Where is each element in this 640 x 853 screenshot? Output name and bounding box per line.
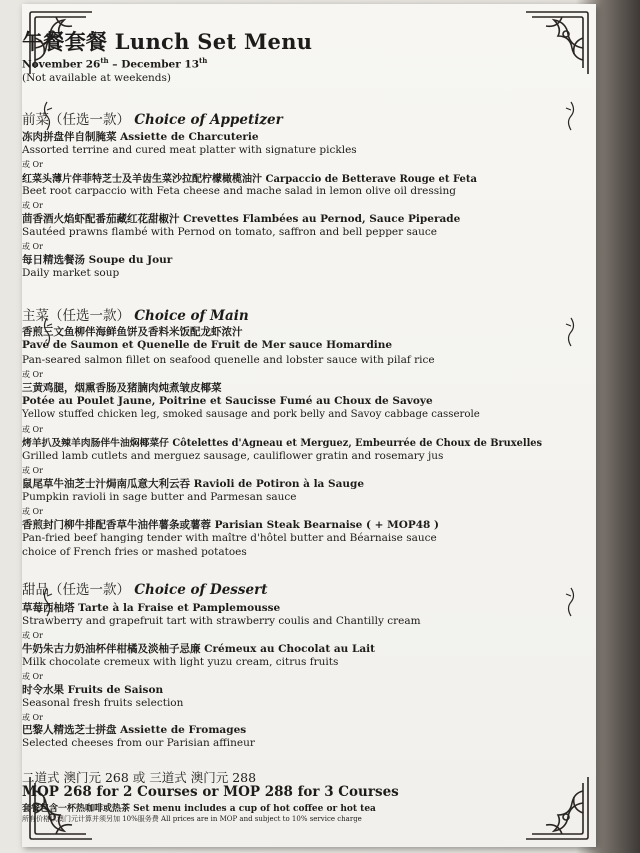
or-separator: 或 Or [22,242,43,251]
or-separator: 或 Or [22,160,43,169]
or-separator: 或 Or [22,631,43,640]
price-line-cn: 二道式 澳门元 268 或 三道式 澳门元 288 [22,770,257,785]
main-heading-cn: 主菜（任选一款） [22,308,130,324]
or-separator: 或 Or [22,466,43,475]
menu-item-desc: Sautéed prawns flambé with Pernod on tomato, saffron and bell pepper sauce [22,226,437,238]
menu-item-desc: Daily market soup [22,267,120,279]
menu-item-name: 草莓西柚塔 Tarte à la Fraise et Pamplemousse [22,602,281,614]
date-start-suffix: th [100,56,109,65]
or-separator: 或 Or [22,201,43,210]
dessert-heading-cn: 甜品（任选一款） [22,582,130,598]
main-heading-en: Choice of Main [134,308,249,324]
menu-item-desc: Beet root carpaccio with Feta cheese and mache salad in lemon olive oil dressing [22,185,456,197]
menu-dates [22,56,596,71]
menu-item-name: 香煎三文鱼柳伴海鲜鱼饼及香料米饭配龙虾浓汁 [22,326,243,338]
menu-item-name: 红菜头薄片伴菲特芝士及羊齿生菜沙拉配柠檬橄榄油汁 Carpaccio de Betterave Rouge et Feta [22,174,478,185]
appetizer-heading [22,108,596,128]
date-separator: – [108,58,122,71]
menu-item-name: 时令水果 Fruits de Saison [22,684,164,696]
menu-item-name: 鼠尾草牛油芝士汁焗南瓜意大利云吞 Ravioli de Potiron à la Sauge [22,478,365,490]
menu-item-desc: Pumpkin ravioli in sage butter and Parmesan sauce [22,491,297,503]
menu-item-desc: Seasonal fresh fruits selection [22,697,184,709]
menu-item-name: 每日精选餐汤 Soupe du Jour [22,254,173,266]
menu-item-name-fr: Potée au Poulet Jaune, Poitrine et Saucisse Fumé au Choux de Savoye [22,395,433,407]
footnote-service: 所有价格以澳门元计算并须另加 10%服务费 All prices are in MOP and subject to 10% service charge [22,815,362,823]
appetizer-heading-cn: 前菜（任选一款） [22,112,130,128]
menu-item-desc: Pan-seared salmon fillet on seafood quenelle and lobster sauce with pilaf rice [22,354,435,366]
menu-item-name-fr: Pavé de Saumon et Quenelle de Fruit de Mer sauce Homardine [22,339,393,351]
dessert-heading [22,578,596,598]
price-line-en: MOP 268 for 2 Courses or MOP 288 for 3 Courses [22,784,399,800]
menu-item-desc: Strawberry and grapefruit tart with strawberry coulis and Chantilly cream [22,615,421,627]
menu-item-desc: Assorted terrine and cured meat platter with signature pickles [22,144,357,156]
dessert-heading-en: Choice of Dessert [134,582,268,598]
menu-card [22,4,596,847]
menu-item-name: 香煎封门柳牛排配香草牛油伴薯条或薯蓉 Parisian Steak Bearnaise ( + MOP48 ) [22,519,439,531]
menu-item-name: 烤羊扒及辣羊肉肠伴牛油焖椰菜仔 Côtelettes d'Agneau et Merguez, Embeurrée de Choux de Bruxelles [22,438,543,449]
menu-title: 午餐套餐 Lunch Set Menu [22,29,313,54]
footnote-coffee: 套餐包含一杯热咖啡或热茶 Set menu includes a cup of hot coffee or hot tea [22,804,376,814]
date-end: December 13 [121,58,200,71]
menu-item-name: 三黄鸡腿，烟熏香肠及猪腩肉炖煮皱皮椰菜 [22,382,222,394]
menu-item-desc: Yellow stuffed chicken leg, smoked sausage and pork belly and Savoy cabbage casserole [22,409,480,420]
appetizer-heading-en: Choice of Appetizer [134,112,283,128]
or-separator: 或 Or [22,425,43,434]
menu-item-desc: Grilled lamb cutlets and merguez sausage, cauliflower gratin and rosemary jus [22,450,444,462]
menu-item-name: 牛奶朱古力奶油杯伴柑橘及淡柚子忌廉 Crémeux au Chocolat au Lait [22,643,375,655]
main-heading [22,304,596,324]
weekend-note: (Not available at weekends) [22,72,171,84]
or-separator: 或 Or [22,713,43,722]
or-separator: 或 Or [22,370,43,379]
menu-item-name: 巴黎人精选芝士拼盘 Assiette de Fromages [22,724,247,736]
or-separator: 或 Or [22,672,43,681]
menu-item-desc: Selected cheeses from our Parisian affineur [22,737,255,749]
menu-item-desc: Milk chocolate cremeux with light yuzu cream, citrus fruits [22,656,339,668]
or-separator: 或 Or [22,507,43,516]
date-start: November 26 [22,58,101,71]
date-end-suffix: th [199,56,208,65]
menu-item-desc: choice of French fries or mashed potatoes [22,546,247,558]
menu-item-desc: Pan-fried beef hanging tender with maître d'hôtel butter and Béarnaise sauce [22,532,437,544]
menu-item-name: 茴香酒火焰虾配番茄藏红花甜椒汁 Crevettes Flambées au Pernod, Sauce Piperade [22,213,461,225]
menu-item-name: 冻肉拼盘伴自制腌菜 Assiette de Charcuterie [22,131,259,143]
